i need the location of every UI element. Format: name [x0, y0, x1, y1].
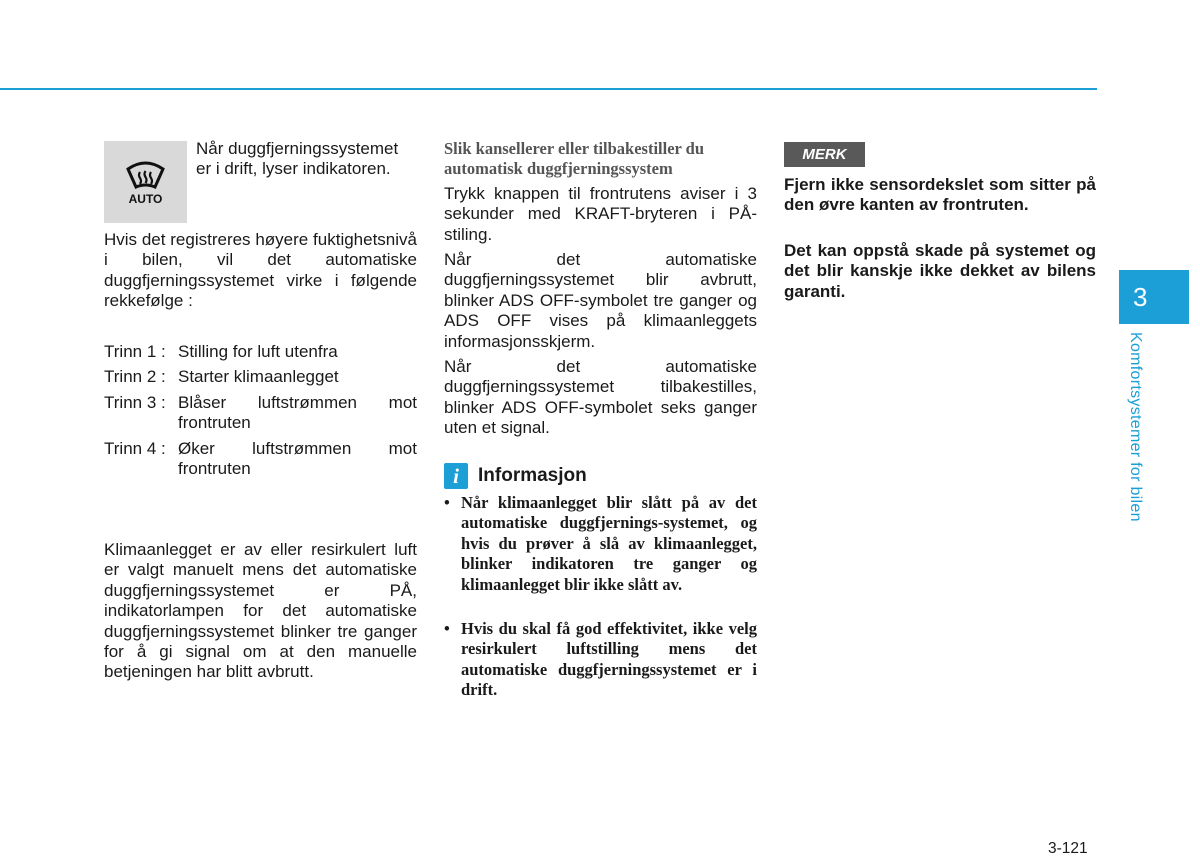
- step-label: Trinn 2 :: [104, 367, 166, 387]
- info-bullet: [444, 493, 757, 595]
- header-rule: [0, 88, 1097, 90]
- step-label: Trinn 4 :: [104, 438, 166, 458]
- step-text: Stilling for luft utenfra: [178, 342, 338, 361]
- step-item: [104, 439, 417, 480]
- info-title: Informasjon: [478, 465, 587, 486]
- defog-icon: [124, 159, 167, 191]
- chapter-tab: 3: [1119, 270, 1189, 324]
- paragraph-reset-instruction: Trykk knappen til frontrutens aviser i 3 sekunder med KRAFT-bryteren i PÅ-stiling.: [444, 184, 757, 244]
- bullet-icon: •: [444, 619, 450, 638]
- auto-label: AUTO: [128, 192, 163, 206]
- paragraph-cancelled: Når det automatiske duggfjerningssystemet blir avbrutt, blinker ADS OFF-symbolet tre ganger og ADS OFF vises på klimaanleggets informasjonsskjerm.: [444, 250, 757, 351]
- info-header: [444, 463, 587, 489]
- step-label: Trinn 1 :: [104, 342, 166, 361]
- step-text: Øker luftstrømmen mot frontruten: [178, 438, 417, 479]
- section-title: Slik kansellerer eller tilbakestiller du automatisk duggfjerningssystem: [444, 139, 705, 178]
- info-icon: i: [444, 463, 468, 489]
- step-text: Starter klimaanlegget: [178, 367, 339, 387]
- bullet-icon: •: [444, 493, 450, 512]
- info-bullet: [444, 619, 757, 701]
- bullet-text: Når klimaanlegget blir slått på av det automatiske duggfjernings-systemet, og hvis du prøver å slå av klimaanlegget, blinker indikatoren tre ganger og klimaanlegget blir ikke slått av.: [461, 493, 757, 594]
- step-item: [104, 393, 417, 434]
- step-item: [104, 342, 417, 362]
- note-badge: MERK: [784, 142, 865, 167]
- paragraph-reset: Når det automatiske duggfjerningssystemet tilbakestilles, blinker ADS OFF-symbolet seks ganger uten et signal.: [444, 357, 757, 438]
- step-list: [104, 342, 417, 484]
- auto-defog-indicator: [104, 141, 187, 223]
- paragraph-manual-override: Klimaanlegget er av eller resirkulert luft er valgt manuelt mens det automatiske duggfjerningssystemet er PÅ, indikatorlampen for det automatiske duggfjerningssystemet blinker tre ganger for å gi signal om at den manuelle betjeningen har blitt avbrutt.: [104, 540, 417, 682]
- bullet-text: Hvis du skal få god effektivitet, ikke velg resirkulert luftstilling mens det automatiske duggfjerningssystemet er i drift.: [461, 619, 757, 700]
- note-paragraph: Fjern ikke sensordekslet som sitter på den øvre kanten av frontruten.: [784, 175, 1096, 215]
- page-number: 3-121: [1048, 840, 1088, 857]
- chapter-title: Komfortsystemer for bilen: [1127, 332, 1144, 522]
- note-paragraph: Det kan oppstå skade på systemet og det blir kanskje ikke dekket av bilens garanti.: [784, 241, 1096, 301]
- step-text: Blåser luftstrømmen mot frontruten: [178, 392, 417, 433]
- indicator-description: Når duggfjerningssystemet er i drift, lyser indikatoren.: [196, 139, 399, 179]
- step-item: [104, 367, 417, 387]
- step-label: Trinn 3 :: [104, 392, 166, 412]
- paragraph-humidity: Hvis det registreres høyere fuktighetsnivå i bilen, vil det automatiske duggfjerningssystemet virke i følgende rekkefølge :: [104, 230, 417, 311]
